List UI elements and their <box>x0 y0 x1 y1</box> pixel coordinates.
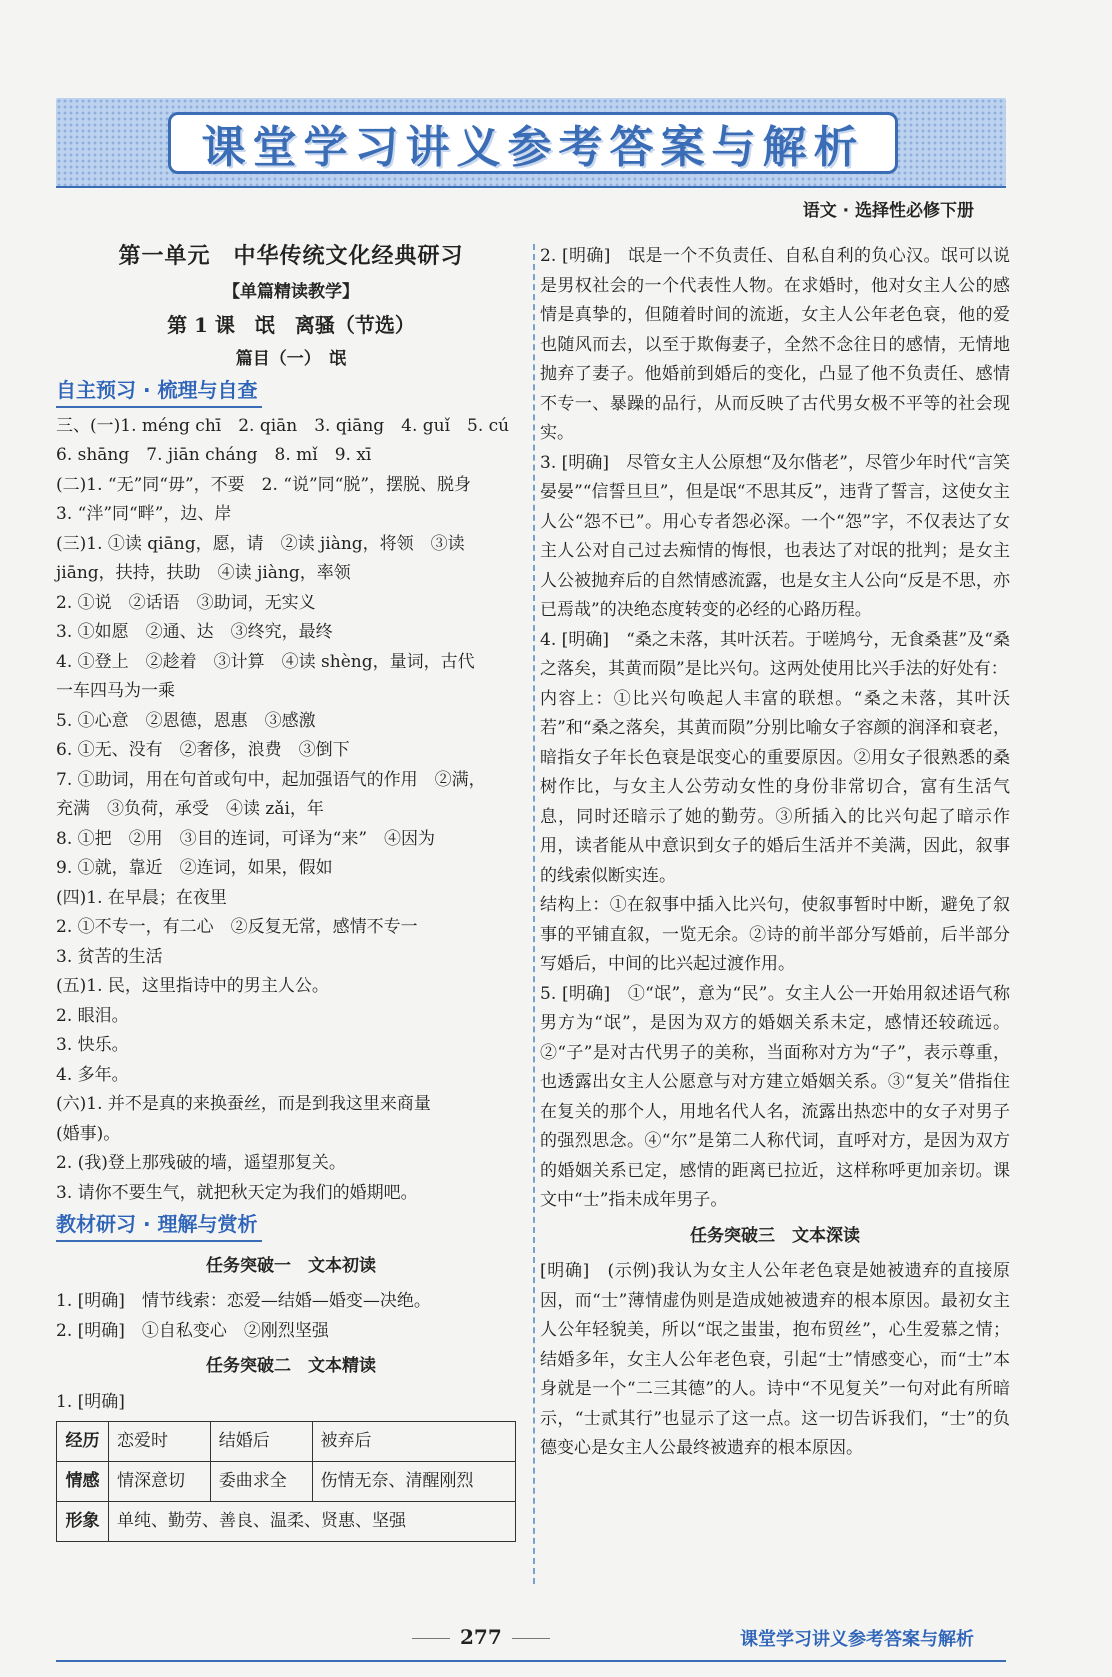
table-cell: 被弃后 <box>312 1422 516 1462</box>
preview-answers <box>56 412 526 1209</box>
table-cell: 经历 <box>57 1422 109 1462</box>
text-line: 2. [明确] ①自私变心 ②刚烈坚强 <box>56 1320 329 1341</box>
table-cell: 委曲求全 <box>210 1462 312 1502</box>
text-line: 一车四马为一乘 <box>56 681 175 701</box>
table-cell: 单纯、勤劳、善良、温柔、贤惠、坚强 <box>109 1502 516 1542</box>
text-line: 6. shāng 7. jiān cháng 8. mǐ 9. xī <box>56 445 372 465</box>
footer-dash-left <box>412 1638 450 1639</box>
text-line: 4. [明确] “桑之未落，其叶沃若。于嗟鸠兮，无食桑葚”及“桑之落矣，其黄而陨”是比兴句。这两处使用比兴手法的好处有： <box>540 629 1010 679</box>
text-line: 3. [明确] 尽管女主人公原想“及尔偕老”，尽管少年时代“言笑晏晏”“信誓旦旦”，但是氓“不思其反”，违背了誓言，这使女主人公“怨不已”。用心专者怨必深。一个“怨”字，不仅表达了女主人公对自己过去痴情的悔恨，也表达了对氓的批判；是女主人公被抛弃后的自然情感流露，也是女主人公向“反是不思，亦已焉哉”的决绝态度转变的必经的心路历程。 <box>540 452 1010 620</box>
text-line: (婚事)。 <box>56 1123 121 1144</box>
text-line: 4. ①登上 ②趁着 ③计算 ④读 shèng，量词，古代 <box>56 651 475 672</box>
text-line: 7. ①助词，用在句首或句中，起加强语气的作用 ②满， <box>56 769 486 790</box>
page-number: 277 <box>460 1625 502 1649</box>
text-line: 结构上：①在叙事中插入比兴句，使叙事暂时中断，避免了叙事的平铺直叙，一览无余。②诗的前半部分写婚前，后半部分写婚后，中间的比兴起过渡作用。 <box>540 895 1010 974</box>
text-line: 8. ①把 ②用 ③目的连词，可译为“来” ④因为 <box>56 828 436 849</box>
lesson-title: 第 1 课 氓 离骚（节选） <box>167 313 415 337</box>
footer-rule <box>56 1660 1006 1662</box>
table-row <box>57 1502 516 1542</box>
text-line: 2. [明确] 氓是一个不负责任、自私自利的负心汉。氓可以说是男权社会的一个代表性人物。在求婚时，他对女主人公的感情是真挚的，但随着时间的流逝，女主人公年老色衰，他的爱也随风而去，以至于欺侮妻子，全然不念往日的感情，无情地抛弃了妻子。他婚前到婚后的变化，凸显了他不负责任、感情不专一、暴躁的品行，从而反映了古代男女极不平等的社会现实。 <box>540 246 1010 443</box>
text-line: 3. 快乐。 <box>56 1035 129 1055</box>
text-line: 9. ①就，靠近 ②连词，如果，假如 <box>56 858 333 878</box>
section-heading-study: 教材研习 · 理解与赏析 <box>56 1210 262 1242</box>
text-line: 充满 ③负荷，承受 ④读 zǎi，年 <box>56 799 324 819</box>
task-1-answers <box>56 1287 526 1346</box>
text-line: (四)1. 在早晨；在夜里 <box>56 887 227 908</box>
text-line: jiāng，扶持，扶助 ④读 jiàng，率领 <box>56 563 351 583</box>
text-line: 2. (我)登上那残破的墙，遥望那复关。 <box>56 1153 346 1173</box>
text-line: (五)1. 民，这里指诗中的男主人公。 <box>56 976 329 996</box>
answer-table <box>56 1421 516 1542</box>
text-line: 2. 眼泪。 <box>56 1005 129 1026</box>
right-column <box>540 242 1010 1464</box>
task-1-title: 任务突破一 文本初读 <box>206 1255 376 1276</box>
column-divider <box>533 244 535 1584</box>
banner-title-box <box>168 112 898 174</box>
text-line: 内容上：①比兴句唤起人丰富的联想。“桑之未落，其叶沃若”和“桑之落矣，其黄而陨”分别比喻女子容颜的润泽和衰老，暗指女子年长色衰是氓变心的重要原因。②用女子很熟悉的桑树作比，与女主人公劳动女性的身份非常切合，富有生活气息，同时还暗示了她的勤劳。③所插入的比兴句起了暗示作用，读者能从中意识到女子的婚后生活并不美满，因此，叙事的线索似断实连。 <box>540 688 1010 886</box>
task-2-label: 1. [明确] <box>56 1391 125 1412</box>
teaching-label: 【单篇精读教学】 <box>223 281 359 302</box>
task-3-answer: [明确] (示例)我认为女主人公年老色衰是她被遗弃的直接原因，而“士”薄情虚伪则是造成她被遗弃的根本原因。最初女主人公年轻貌美，所以“氓之蚩蚩，抱布贸丝”，心生爱慕之情；结婚多年，女主人公年老色衰，引起“士”情感变心，而“士”本身就是一个“二三其德”的人。诗中“不见复关”一句对此有所暗示，“士贰其行”也显示了这一点。这一切告诉我们，“士”的负德变心是女主人公最终被遗弃的根本原因。 <box>540 1261 1010 1458</box>
table-row <box>57 1422 516 1462</box>
text-line: 2. ①说 ②话语 ③助词，无实义 <box>56 592 316 613</box>
table-row <box>57 1462 516 1502</box>
text-line: 5. ①心意 ②恩德，恩惠 ③感激 <box>56 710 316 731</box>
text-line: 2. ①不专一，有二心 ②反复无常，感情不专一 <box>56 917 418 937</box>
subject-label: 语文 · 选择性必修下册 <box>802 201 974 221</box>
text-line: (三)1. ①读 qiāng，愿，请 ②读 jiàng，将领 ③读 <box>56 533 465 554</box>
text-line: 3. 请你不要生气，就把秋天定为我们的婚期吧。 <box>56 1182 418 1203</box>
text-line: 3. “泮”同“畔”，边、岸 <box>56 504 232 524</box>
text-line: (六)1. 并不是真的来换蚕丝，而是到我这里来商量 <box>56 1094 431 1114</box>
banner-title: 课堂学习讲义参考答案与解析 <box>201 122 865 173</box>
footer-dash-right <box>512 1638 550 1639</box>
left-column <box>56 242 526 1542</box>
table-cell: 情感 <box>57 1462 109 1502</box>
task-3-title: 任务突破三 文本深读 <box>690 1225 860 1246</box>
table-cell: 形象 <box>57 1502 109 1542</box>
text-line: 5. [明确] ①“氓”，意为“民”。女主人公一开始用叙述语气称男方为“氓”，是因为双方的婚姻关系未定，感情还较疏远。②“子”是对古代男子的美称，当面称对方为“子”，表示尊重，也透露出女主人公愿意与对方建立婚姻关系。③“复关”借指住在复关的那个人，用地名代人名，流露出热恋中的女子对男子的强烈思念。④“尔”是第二人称代词，直呼对方，是因为双方的婚姻关系已定，感情的距离已拉近，这样称呼更加亲切。课文中“士”指未成年男子。 <box>540 983 1010 1210</box>
table-cell: 情深意切 <box>109 1462 211 1502</box>
text-line: 4. 多年。 <box>56 1064 129 1085</box>
task-2-title: 任务突破二 文本精读 <box>206 1356 376 1376</box>
text-line: (二)1. “无”同“毋”，不要 2. “说”同“脱”，摆脱、脱身 <box>56 474 472 495</box>
header-banner <box>56 98 1006 186</box>
analysis-paragraphs <box>540 242 1010 1216</box>
chapter-title: 篇目（一） 氓 <box>235 348 347 369</box>
text-line: 3. ①如愿 ②通、达 ③终究，最终 <box>56 622 333 642</box>
text-line: 6. ①无、没有 ②奢侈，浪费 ③倒下 <box>56 740 350 760</box>
section-heading-preview: 自主预习 · 梳理与自查 <box>56 376 262 408</box>
text-line: 1. [明确] 情节线索：恋爱—结婚—婚变—决绝。 <box>56 1291 431 1311</box>
header-rule <box>56 186 1006 188</box>
text-line: 三、(一)1. méng chī 2. qiān 3. qiāng 4. guǐ 5. cú <box>56 415 510 436</box>
text-line: 3. 贫苦的生活 <box>56 946 163 967</box>
table-cell: 恋爱时 <box>109 1422 211 1462</box>
unit-title: 第一单元 中华传统文化经典研习 <box>118 243 464 269</box>
footer-title: 课堂学习讲义参考答案与解析 <box>740 1629 974 1650</box>
table-cell: 伤情无奈、清醒刚烈 <box>312 1462 516 1502</box>
table-cell: 结婚后 <box>210 1422 312 1462</box>
